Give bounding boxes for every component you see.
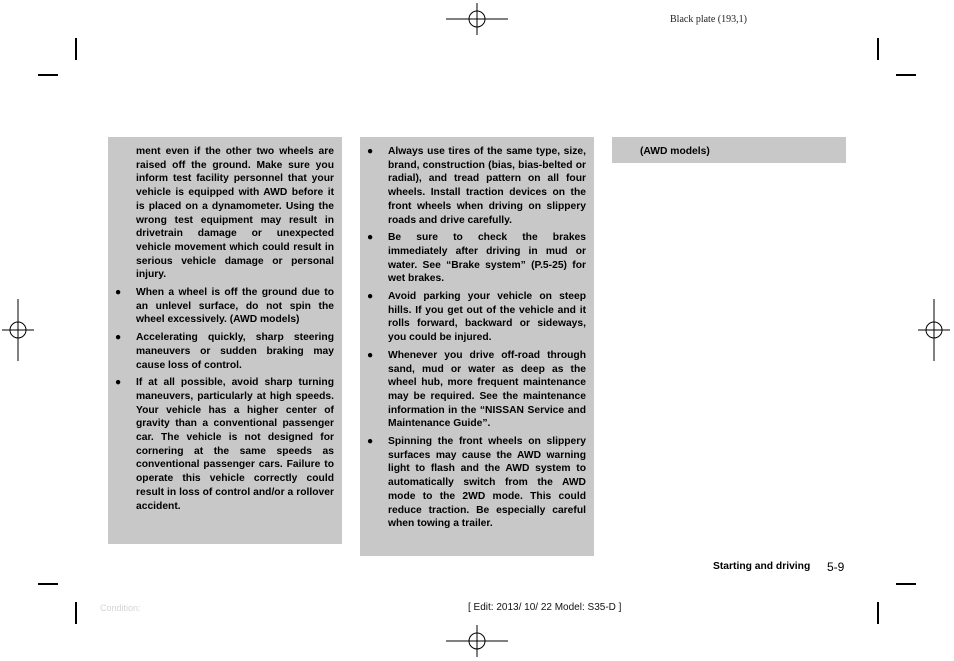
list-item [367,435,586,531]
crop-mark [38,74,58,76]
list-item-text: When a wheel is off the ground due to an unlevel surface, do not spin the wheel excessively. (AWD models) [136,287,334,326]
list-item [367,231,586,286]
condition-label: Condition: [100,603,141,613]
crop-mark [896,74,916,76]
crop-mark [877,602,879,624]
crop-mark [877,38,879,60]
list-item [367,290,586,345]
crop-mark [75,602,77,624]
crop-mark [896,583,916,585]
list-item [115,286,334,327]
bullet-icon: ● [367,291,374,303]
registration-mark-bottom [446,625,508,657]
list-item [367,349,586,431]
page-number: 5-9 [827,560,845,574]
crop-mark [38,583,58,585]
crop-mark [75,38,77,60]
section-note: (AWD models) [640,146,710,157]
list-item [115,331,334,372]
registration-mark-right [918,299,950,361]
bullet-icon: ● [367,232,374,244]
footer-section-title: Starting and driving [713,561,811,572]
list-item [115,376,334,513]
list-item-text: Avoid parking your vehicle on steep hills. If you get out of the vehicle and it rolls forward, backward or sideways, you could be injured. [388,291,586,344]
bullet-icon: ● [115,377,122,389]
edit-info: [ Edit: 2013/ 10/ 22 Model: S35-D ] [468,602,622,613]
bullet-icon: ● [115,287,122,299]
registration-mark-top [446,3,508,35]
bullet-icon: ● [367,349,374,361]
bullet-icon: ● [115,332,122,344]
list-item-text: If at all possible, avoid sharp turning maneuvers, particularly at high speeds. Your vehicle has a higher center of gravity than a conventional passenger car. The vehicle is not designed for cornering at the same speeds as conventional passenger cars. Failure to operate this vehicle correctly could result in loss of control and/or a rollover accident. [136,377,334,512]
bullet-icon: ● [367,436,374,448]
registration-mark-left [2,299,34,361]
list-item-text: Accelerating quickly, sharp steering maneuvers or sudden braking may cause loss of control. [136,332,334,371]
paragraph-continuation: ment even if the other two wheels are raised off the ground. Make sure you inform test facility personnel that your vehicle is equipped with AWD before it is placed on a dynamometer. Using the wrong test equipment may result in drivetrain damage or unexpected vehicle movement which could result in serious vehicle damage or personal injury. [136,146,334,281]
text-column-3 [612,137,846,163]
text-column-1 [108,137,342,544]
list-item-text: Spinning the front wheels on slippery surfaces may cause the AWD warning light to flash and the AWD system to automatically switch from the AWD mode to the 2WD mode. This could reduce traction. Be especially careful when towing a trailer. [388,436,586,530]
list-item-text: Be sure to check the brakes immediately after driving in mud or water. See “Brake system” (P.5-25) for wet brakes. [388,232,586,285]
list-item-text: Always use tires of the same type, size, brand, construction (bias, bias-belted or radial), and tread pattern on all four wheels. Install traction devices on the front wheels when driving on slippery roads and drive carefully. [388,146,586,226]
plate-label: Black plate (193,1) [670,14,747,25]
list-item-text: Whenever you drive off-road through sand, mud or water as deep as the wheel hub, more frequent maintenance may be required. See the maintenance information in the “NISSAN Service and Maintenance Guide”. [388,349,586,430]
text-column-2 [360,137,594,556]
bullet-icon: ● [367,146,374,157]
list-item [367,145,586,227]
